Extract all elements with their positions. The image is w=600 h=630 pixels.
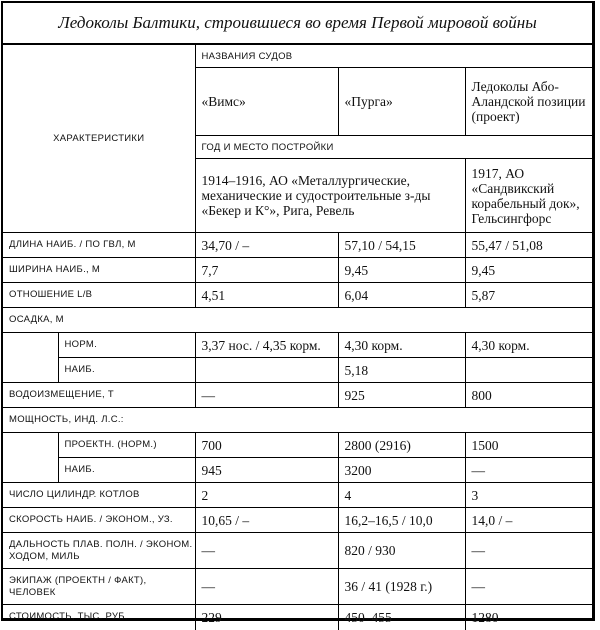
cell-value: — (195, 383, 338, 408)
cell-value: 4 (338, 483, 465, 508)
cell-value (195, 358, 338, 383)
cell-value: 5,18 (338, 358, 465, 383)
cell-value: 820 / 930 (338, 533, 465, 569)
cell-value: 9,45 (465, 258, 592, 283)
row-label: ШИРИНА НАИБ., М (3, 258, 195, 283)
table-row (3, 333, 592, 358)
cell-value: 57,10 / 54,15 (338, 233, 465, 258)
cell-value: 6,04 (338, 283, 465, 308)
row-label: НАИБ. (58, 458, 195, 483)
table-row (3, 45, 592, 68)
cell-value: 14,0 / – (465, 508, 592, 533)
row-label: ДАЛЬНОСТЬ ПЛАВ. ПОЛН. / ЭКОНОМ. ХОДОМ, МИЛЬ (3, 533, 195, 569)
cell-value: 7,7 (195, 258, 338, 283)
cell-value: — (195, 569, 338, 605)
indent-cell (3, 433, 58, 458)
table-row (3, 258, 592, 283)
section-label: ОСАДКА, М (3, 308, 592, 333)
indent-cell (3, 358, 58, 383)
cell-value: 450–455 (338, 605, 465, 630)
cell-value: 4,51 (195, 283, 338, 308)
build-header: ГОД И МЕСТО ПОСТРОЙКИ (195, 136, 592, 159)
cell-value: 3,37 нос. / 4,35 корм. (195, 333, 338, 358)
cell-value: 34,70 / – (195, 233, 338, 258)
ship-name-abo-aland: Ледоколы Або-Аландской позиции (проект) (465, 68, 592, 136)
cell-value (465, 358, 592, 383)
table-row (3, 233, 592, 258)
cell-value: 5,87 (465, 283, 592, 308)
cell-value: 700 (195, 433, 338, 458)
cell-value: — (465, 533, 592, 569)
table-row (3, 358, 592, 383)
cell-value: — (465, 458, 592, 483)
build-info-becker: 1914–1916, АО «Металлургические, механические и судостроительные з-ды «Бекер и К°», Рига, Ревель (195, 159, 465, 233)
row-label: СКОРОСТЬ НАИБ. / ЭКОНОМ., УЗ. (3, 508, 195, 533)
table-row (3, 433, 592, 458)
row-label: НАИБ. (58, 358, 195, 383)
row-label: ПРОЕКТН. (НОРМ.) (58, 433, 195, 458)
table-row (3, 458, 592, 483)
table-frame (1, 1, 595, 625)
cell-value: 925 (338, 383, 465, 408)
cell-value: 9,45 (338, 258, 465, 283)
table-row (3, 308, 592, 333)
table-row (3, 508, 592, 533)
cell-value: 10,65 / – (195, 508, 338, 533)
table-row (3, 605, 592, 630)
cell-value: 800 (465, 383, 592, 408)
table-title: Ледоколы Балтики, строившиеся во время Первой мировой войны (3, 3, 592, 44)
row-label: СТОИМОСТЬ, ТЫС. РУБ. (3, 605, 195, 630)
indent-cell (3, 458, 58, 483)
table-row (3, 533, 592, 569)
icebreakers-table (3, 44, 592, 630)
cell-value: 3200 (338, 458, 465, 483)
ship-names-header: НАЗВАНИЯ СУДОВ (195, 45, 592, 68)
cell-value: 4,30 корм. (338, 333, 465, 358)
row-label: ЧИСЛО ЦИЛИНДР. КОТЛОВ (3, 483, 195, 508)
cell-value: 3 (465, 483, 592, 508)
characteristics-header: ХАРАКТЕРИСТИКИ (3, 45, 195, 233)
cell-value: 55,47 / 51,08 (465, 233, 592, 258)
ship-name-purga: «Пурга» (338, 68, 465, 136)
table-row (3, 383, 592, 408)
cell-value: 4,30 корм. (465, 333, 592, 358)
cell-value: 2 (195, 483, 338, 508)
cell-value: 1280 (465, 605, 592, 630)
table-row (3, 408, 592, 433)
row-label: ОТНОШЕНИЕ L/B (3, 283, 195, 308)
build-info-sandvik: 1917, АО «Сандвикский корабельный док», Гельсингфорс (465, 159, 592, 233)
row-label: ДЛИНА НАИБ. / ПО ГВЛ, М (3, 233, 195, 258)
cell-value: 945 (195, 458, 338, 483)
row-label: ЭКИПАЖ (ПРОЕКТН / ФАКТ), ЧЕЛОВЕК (3, 569, 195, 605)
cell-value: — (465, 569, 592, 605)
table-row (3, 483, 592, 508)
indent-cell (3, 333, 58, 358)
cell-value: 1500 (465, 433, 592, 458)
cell-value: 16,2–16,5 / 10,0 (338, 508, 465, 533)
row-label: НОРМ. (58, 333, 195, 358)
table-row (3, 569, 592, 605)
ship-name-vims: «Вимс» (195, 68, 338, 136)
row-label: ВОДОИЗМЕЩЕНИЕ, Т (3, 383, 195, 408)
cell-value: 2800 (2916) (338, 433, 465, 458)
table-row (3, 283, 592, 308)
cell-value: — (195, 533, 338, 569)
section-label: МОЩНОСТЬ, ИНД. Л.С.: (3, 408, 592, 433)
cell-value: 229 (195, 605, 338, 630)
cell-value: 36 / 41 (1928 г.) (338, 569, 465, 605)
